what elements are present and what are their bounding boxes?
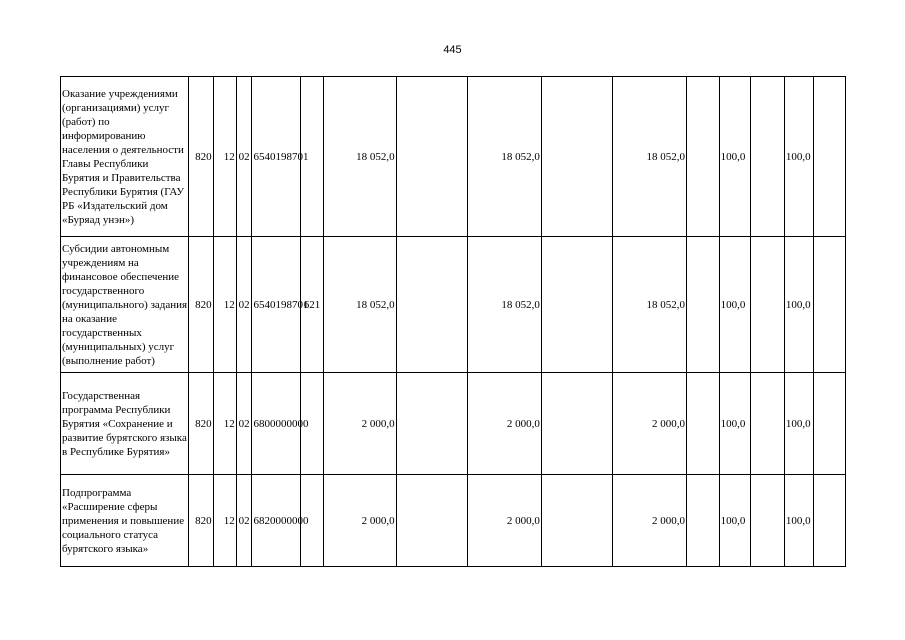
empty-cell [687,373,720,475]
row-name: Оказание учреждениями (организациями) услуг (работ) по информированию населения о деятельности Главы Республики Бурятия и Правительства Республики Бурятия (ГАУ РБ «Издательский дом «Буряад унэн») [61,77,189,237]
empty-cell [396,237,468,373]
empty-cell [751,373,785,475]
empty-cell [687,237,720,373]
empty-cell [751,237,785,373]
table-row [61,475,846,567]
empty-cell [541,77,613,237]
table-body [61,77,846,567]
empty-cell [396,373,468,475]
amount-1: 18 052,0 [324,237,397,373]
row-name: Государственная программа Республики Бурятия «Сохранение и развитие бурятского языка в Республике Бурятия» [61,373,189,475]
table-row [61,373,846,475]
percent-1: 100,0 [719,373,751,475]
ved-code: 820 [189,475,213,567]
empty-cell [814,237,846,373]
podrazdel-code: 02 [236,475,252,567]
csr-code: 6800000000 [252,373,300,475]
empty-cell [814,373,846,475]
podrazdel-code: 02 [236,237,252,373]
empty-cell [396,77,468,237]
percent-1: 100,0 [719,77,751,237]
podrazdel-code: 02 [236,77,252,237]
ved-code: 820 [189,77,213,237]
razdel-code: 12 [213,77,236,237]
amount-1: 18 052,0 [324,77,397,237]
row-name: Субсидии автономным учреждениям на финансовое обеспечение государственного (муниципального) задания на оказание государственных (муниципальных) услуг (выполнение работ) [61,237,189,373]
page-number: 445 [443,44,462,56]
empty-cell [396,475,468,567]
row-name: Подпрограмма «Расширение сферы применения и повышение социального статуса бурятского языка» [61,475,189,567]
razdel-code: 12 [213,237,236,373]
empty-cell [541,237,613,373]
amount-1: 2 000,0 [324,475,397,567]
amount-3: 2 000,0 [613,475,687,567]
amount-2: 2 000,0 [468,475,542,567]
percent-2: 100,0 [784,77,813,237]
table-row [61,237,846,373]
csr-code: 6540198701 [252,77,300,237]
empty-cell [687,77,720,237]
amount-2: 18 052,0 [468,237,542,373]
table-row [61,77,846,237]
empty-cell [687,475,720,567]
percent-2: 100,0 [784,237,813,373]
csr-code: 6540198701 [252,237,300,373]
empty-cell [814,475,846,567]
razdel-code: 12 [213,475,236,567]
razdel-code: 12 [213,373,236,475]
amount-3: 2 000,0 [613,373,687,475]
budget-table [60,76,846,567]
empty-cell [751,77,785,237]
amount-3: 18 052,0 [613,237,687,373]
vr-code: 621 [300,237,323,373]
empty-cell [541,475,613,567]
amount-3: 18 052,0 [613,77,687,237]
amount-1: 2 000,0 [324,373,397,475]
percent-1: 100,0 [719,475,751,567]
percent-1: 100,0 [719,237,751,373]
empty-cell [751,475,785,567]
empty-cell [541,373,613,475]
percent-2: 100,0 [784,475,813,567]
amount-2: 18 052,0 [468,77,542,237]
csr-code: 6820000000 [252,475,300,567]
ved-code: 820 [189,373,213,475]
empty-cell [814,77,846,237]
podrazdel-code: 02 [236,373,252,475]
amount-2: 2 000,0 [468,373,542,475]
percent-2: 100,0 [784,373,813,475]
ved-code: 820 [189,237,213,373]
